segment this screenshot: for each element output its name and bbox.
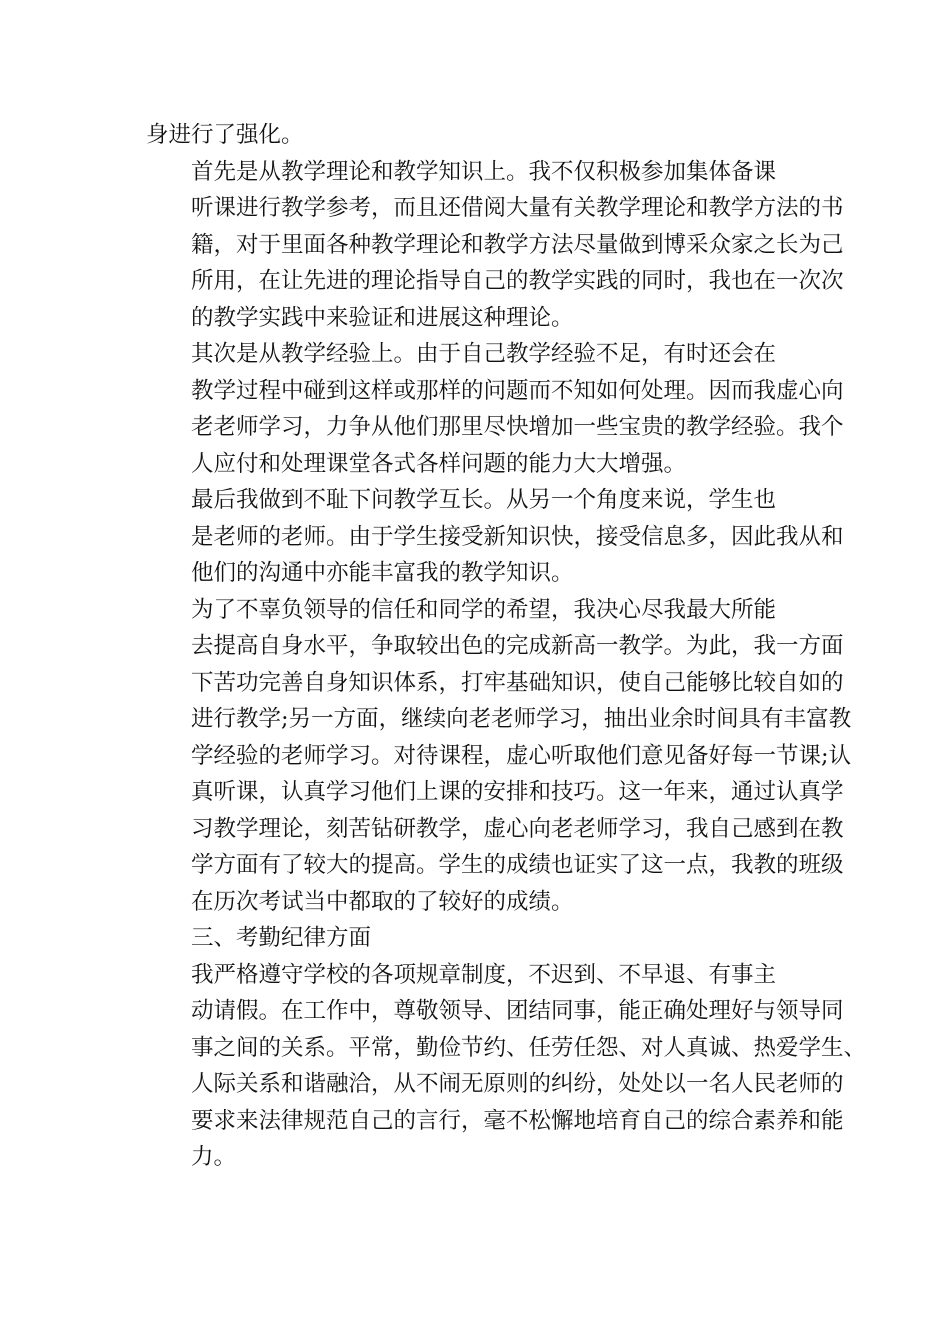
text-line: 他们的沟通中亦能丰富我的教学知识。: [191, 560, 574, 586]
text-line: 的教学实践中来验证和进展这种理论。: [191, 304, 574, 331]
text-line: 其次是从教学经验上。由于自己教学经验不足，有时还会在: [191, 341, 777, 367]
text-line: 是老师的老师。由于学生接受新知识快，接受信息多，因此我从和: [191, 523, 844, 550]
text-line: 学经验的老师学习。对待课程，虚心听取他们意见备好每一节课;认: [191, 742, 852, 769]
text-line: 所用，在让先进的理论指导自己的教学实践的同时，我也在一次次: [191, 268, 844, 294]
paragraph: [146, 154, 844, 337]
text-line: 首先是从教学理论和教学知识上。我不仅积极参加集体备课: [191, 158, 777, 185]
text-line: 动请假。在工作中，尊敬领导、团结同事，能正确处理好与领导同: [191, 998, 844, 1024]
text-line: 为了不辜负领导的信任和同学的希望，我决心尽我最大所能: [191, 596, 777, 623]
text-line: 三、考勤纪律方面: [191, 925, 372, 951]
paragraph: [146, 957, 867, 1176]
text-line: 要求来法律规范自己的言行，毫不松懈地培育自己的综合素养和能: [191, 1107, 844, 1134]
text-line: 身进行了强化。: [146, 122, 304, 148]
text-line: 学方面有了较大的提高。学生的成绩也证实了这一点，我教的班级: [191, 852, 844, 878]
text-line: 真听课，认真学习他们上课的安排和技巧。这一年来，通过认真学: [191, 779, 844, 805]
text-line: 人应付和处理课堂各式各样问题的能力大大增强。: [191, 450, 687, 477]
text-line: 我严格遵守学校的各项规章制度，不迟到、不早退、有事主: [191, 961, 777, 988]
text-line: 下苦功完善自身知识体系，打牢基础知识，使自己能够比较自如的: [191, 669, 844, 696]
document-body: [146, 117, 867, 1176]
text-line: 听课进行教学参考，而且还借阅大量有关教学理论和教学方法的书: [191, 195, 844, 221]
text-line: 进行教学;另一方面，继续向老老师学习，抽出业余时间具有丰富教: [191, 706, 852, 732]
text-line: 在历次考试当中都取的了较好的成绩。: [191, 888, 574, 915]
text-line: 人际关系和谐融洽，从不闹无原则的纠纷，处处以一名人民老师的: [191, 1071, 844, 1097]
text-line: 习教学理论，刻苦钻研教学，虚心向老老师学习，我自己感到在教: [191, 815, 844, 842]
text-line: 籍，对于里面各种教学理论和教学方法尽量做到博采众家之长为己: [191, 231, 844, 258]
paragraph: [146, 336, 844, 482]
text-line: 老老师学习，力争从他们那里尽快增加一些宝贵的教学经验。我个: [191, 414, 844, 440]
section-heading: [146, 920, 826, 957]
text-line: 事之间的关系。平常，勤俭节约、任劳任怨、对人真诚、热爱学生、: [191, 1034, 867, 1061]
text-line: 力。: [191, 1144, 237, 1170]
text-line: 最后我做到不耻下问教学互长。从另一个角度来说，学生也: [191, 487, 777, 513]
paragraph: [146, 117, 826, 154]
paragraph: [146, 482, 844, 592]
text-line: 去提高自身水平，争取较出色的完成新高一教学。为此，我一方面: [191, 633, 844, 659]
text-line: 教学过程中碰到这样或那样的问题而不知如何处理。因而我虚心向: [191, 377, 844, 404]
paragraph: [146, 592, 852, 921]
